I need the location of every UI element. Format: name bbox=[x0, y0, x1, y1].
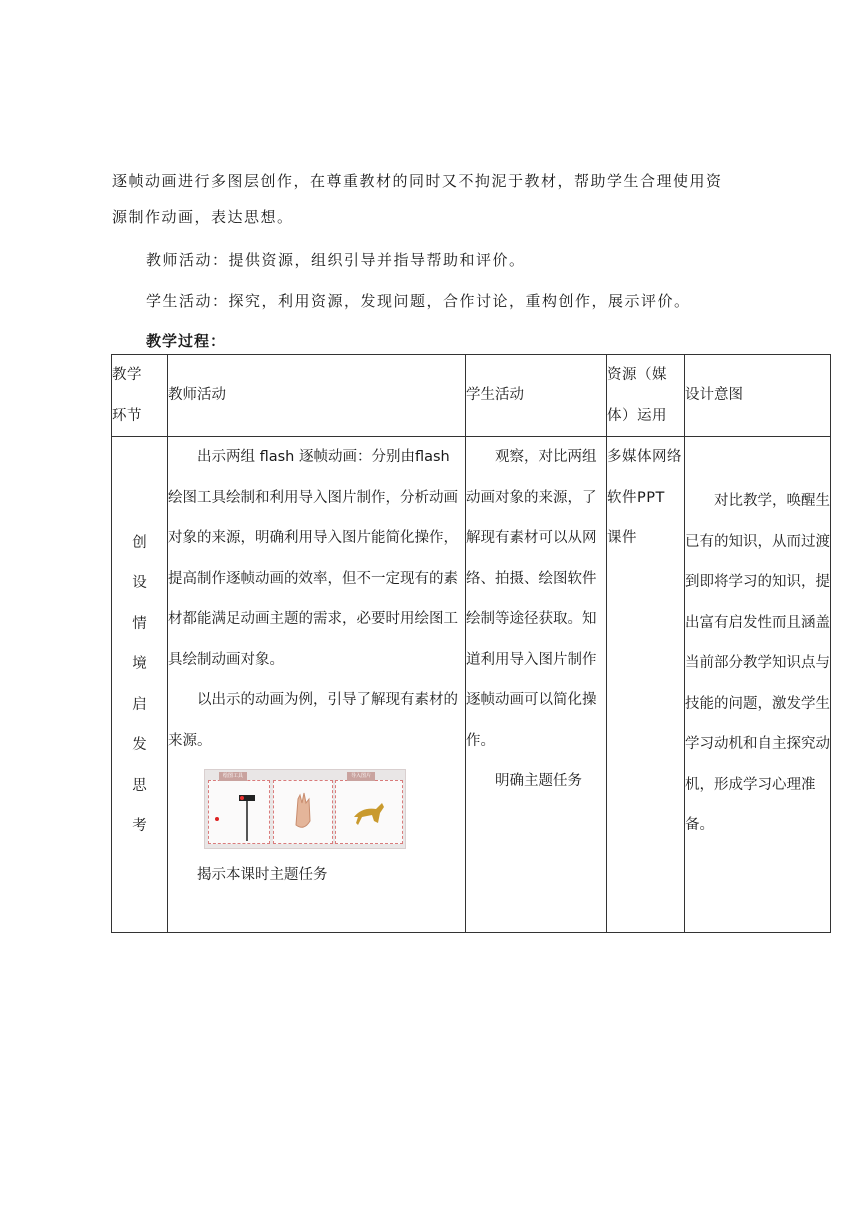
student-activity-summary: 学生活动：探究，利用资源，发现问题，合作讨论，重构创作，展示评价。 bbox=[146, 292, 691, 310]
hand-panel bbox=[273, 780, 333, 844]
header-resource bbox=[607, 355, 685, 437]
process-heading: 教学过程： bbox=[146, 332, 227, 350]
student-activity-text: 明确主题任务 bbox=[495, 773, 582, 789]
teacher-activity-text: 以出示的动画为例，引导了解现有素材的来源。 bbox=[168, 692, 458, 749]
figure-tag-import-image: 导入图片 bbox=[347, 772, 375, 781]
stage-char: 发 bbox=[132, 737, 147, 753]
stage-cell bbox=[112, 437, 168, 933]
teacher-activity-cell bbox=[168, 437, 466, 933]
header-student: 学生活动 bbox=[466, 355, 607, 437]
header-design: 设计意图 bbox=[685, 355, 831, 437]
stage-char: 创 bbox=[132, 534, 147, 551]
header-teacher: 教师活动 bbox=[168, 355, 466, 437]
design-intent-text: 对比教学，唤醒生已有的知识，从而过渡到即将学习的知识，提出富有启发性而且涵盖当前部分教学知识点与技能的问题，激发学生学习动机和自主探究动机，形成学习心理准备。 bbox=[685, 493, 830, 833]
teacher-activity-text: 揭示本课时主题任务 bbox=[197, 867, 328, 883]
header-resource-line: 体）运用 bbox=[607, 407, 667, 424]
traffic-light-panel bbox=[208, 780, 270, 844]
figure-tag-draw-tool: 绘图工具 bbox=[219, 772, 247, 781]
student-activity-cell bbox=[466, 437, 607, 933]
table-header-row bbox=[112, 355, 831, 437]
teacher-activity-summary: 教师活动：提供资源，组织引导并指导帮助和评价。 bbox=[146, 251, 526, 269]
lesson-table bbox=[111, 354, 831, 933]
hand-icon bbox=[274, 781, 332, 843]
table-row bbox=[112, 437, 831, 933]
header-stage bbox=[112, 355, 168, 437]
resource-cell bbox=[607, 437, 685, 933]
header-stage-line: 教学 bbox=[112, 367, 142, 383]
paragraph-line: 源制作动画，表达思想。 bbox=[112, 208, 294, 226]
stage-char: 思 bbox=[132, 777, 147, 794]
paragraph-line: 逐帧动画进行多图层创作，在尊重教材的同时又不拘泥于教材，帮助学生合理使用资 bbox=[112, 172, 723, 190]
horse-icon bbox=[336, 781, 402, 843]
stage-char: 境 bbox=[132, 656, 147, 672]
stage-char: 考 bbox=[132, 818, 147, 834]
student-activity-text: 观察，对比两组动画对象的来源，了解现有素材可以从网络、拍摄、绘图软件绘制等途径获取。知道利用导入图片制作逐帧动画可以简化操作。 bbox=[466, 449, 597, 749]
horse-panel bbox=[335, 780, 403, 844]
traffic-light-icon bbox=[209, 781, 269, 843]
header-resource-line: 资源（媒 bbox=[607, 367, 667, 383]
stage-char: 设 bbox=[132, 575, 147, 591]
header-stage-line: 环节 bbox=[112, 407, 142, 424]
stage-char: 启 bbox=[132, 696, 147, 713]
animation-example-figure bbox=[204, 769, 406, 849]
stage-char: 情 bbox=[132, 615, 147, 632]
resource-text: 多媒体网络软件PPT 课件 bbox=[607, 449, 682, 546]
teacher-activity-text: 出示两组 flash 逐帧动画：分别由flash 绘图工具绘制和利用导入图片制作，分析动画对象的来源，明确利用导入图片能简化操作，提高制作逐帧动画的效率，但不一定现有的素材都能满足动画主题的需求，必要时用绘图工具绘制动画对象。 bbox=[168, 449, 458, 668]
design-intent-cell bbox=[685, 437, 831, 933]
